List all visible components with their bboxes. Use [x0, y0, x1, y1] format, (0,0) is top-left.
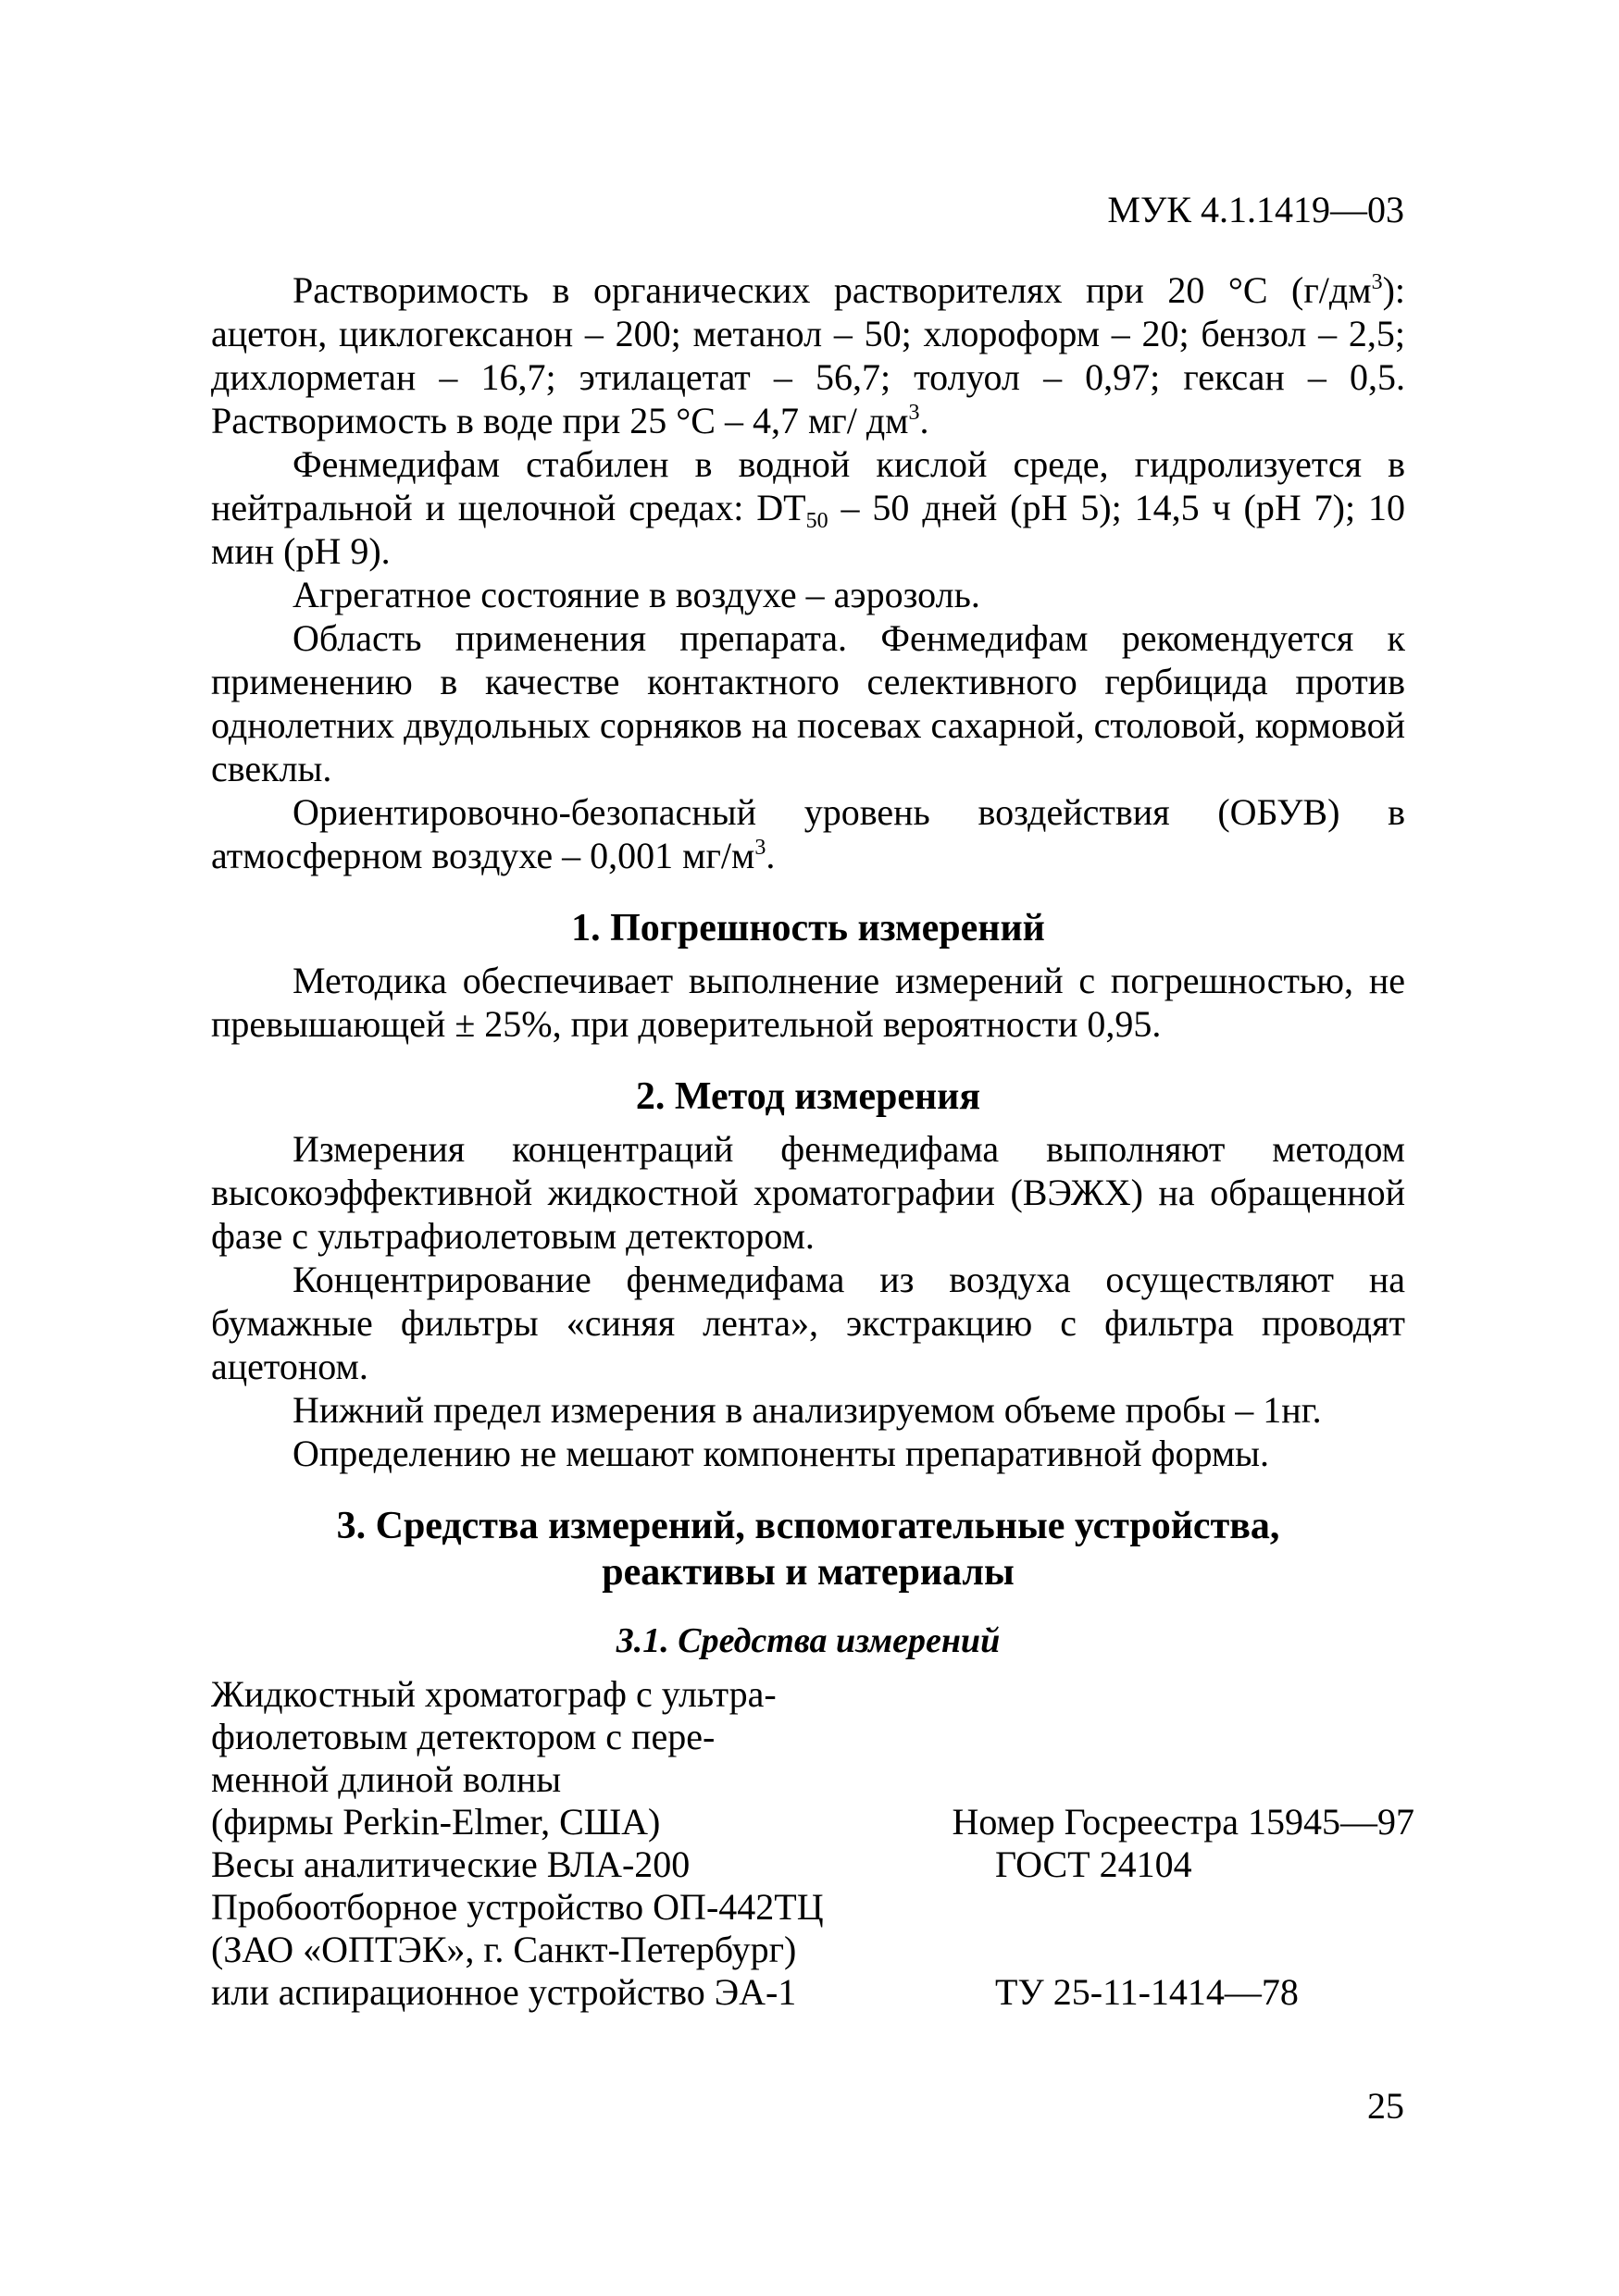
section-3-title: 3. Средства измерений, вспомогательные устройства, реактивы и материалы	[336, 1505, 1280, 1594]
section-3-1-subtitle: 3.1. Средства измерений	[616, 1621, 1001, 1660]
section-2-paragraph-2: Концентрирование фенмедифама из воздуха осуществляют на бумажные фильтры «синяя лента», экстракцию с фильтра проводят ацетоном.	[211, 1259, 1405, 1387]
paragraph-state: Агрегатное состояние в воздухе – аэрозоль.	[293, 574, 980, 615]
section-2-paragraph-1: Измерения концентраций фенмедифама выполняют методом высокоэффективной жидкостной хроматографии (ВЭЖХ) на обращенной фазе с ультрафиолетовым детектором.	[211, 1128, 1405, 1257]
document-body	[211, 268, 1405, 1672]
paragraph-solubility-organic: Растворимость в органических растворителях при 20 °С $(г/дм^3)$: ацетон, циклогексанон – 200; метанол – 50; хлороформ – 20; бензол – 2,5; дихлорметан – 16,7; этилацетат – 56,7; толуол – 0,97; гексан – 0,5. Растворимость в воде при 25 °С – 4,7 мг/ $дм^3$.	[211, 269, 1405, 441]
instrument-row: или аспирационное устройство ЭА-1 ТУ 25-11-1414—78	[211, 1971, 1299, 2013]
instrument-row: (фирмы Perkin-Elmer, США) Номер Госреестра 15945—97	[211, 1801, 1414, 1843]
instrument-row: (ЗАО «ОПТЭК», г. Санкт-Петербург)	[211, 1929, 797, 1970]
section-2-paragraph-3: Нижний предел измерения в анализируемом объеме пробы – 1нг.	[293, 1389, 1322, 1431]
instrument-row: Весы аналитические ВЛА-200 ГОСТ 24104	[211, 1843, 1192, 1885]
paragraph-stability: Фенмедифам стабилен в водной кислой среде, гидролизуется в нейтральной и щелочной средах: $DT_{50} - 50$ дней (рН 5); 14,5 ч (рН 7); 10 мин (рН 9).	[211, 443, 1405, 572]
section-1-title: 1. Погрешность измерений	[571, 907, 1045, 949]
instrument-row: Пробоотборное устройство ОП-442ТЦ	[211, 1886, 824, 1928]
document-code: МУК 4.1.1419—03	[1107, 189, 1404, 230]
instruments-list	[211, 1673, 1414, 2014]
page-number: 25	[1367, 2085, 1404, 2127]
instrument-row: менной длиной волны	[211, 1758, 562, 1800]
paragraph-application: Область применения препарата. Фенмедифам рекомендуется к применению в качестве контактного селективного гербицида против однолетних двудольных сорняков на посевах сахарной, столовой, кормовой свеклы.	[211, 617, 1405, 789]
paragraph-obuv: Ориентировочно-безопасный уровень воздействия (ОБУВ) в атмосферном воздухе – 0,001 $мг/м^3$.	[211, 791, 1405, 876]
section-2-title: 2. Метод измерения	[635, 1075, 981, 1118]
section-1-text: Методика обеспечивает выполнение измерений с погрешностью, не превышающей ± 25%, при доверительной вероятности 0,95.	[211, 960, 1405, 1045]
instrument-row: Жидкостный хроматограф с ультра-	[211, 1673, 777, 1715]
section-2-paragraph-4: Определению не мешают компоненты препаративной формы.	[293, 1433, 1270, 1474]
instrument-row: фиолетовым детектором с пере-	[211, 1716, 716, 1757]
